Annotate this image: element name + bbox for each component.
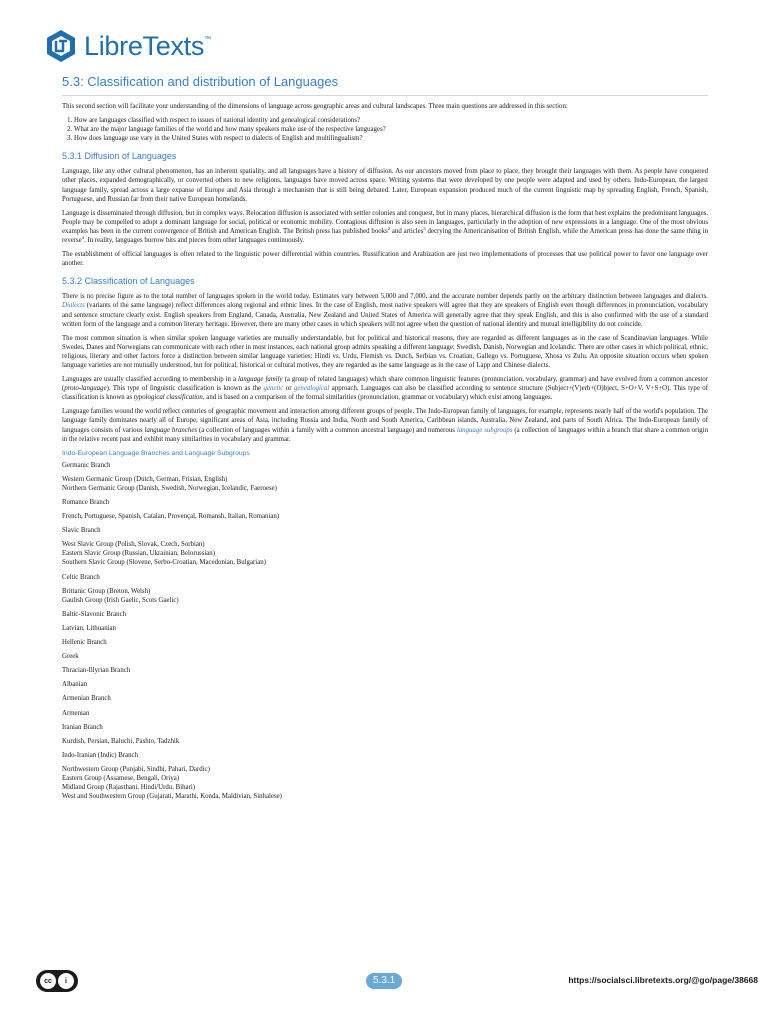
branch-name: Romance Branch	[62, 499, 110, 506]
page-content	[62, 74, 708, 806]
branch-groups	[62, 680, 708, 689]
language-group: West and Southwestern Group (Gujarati, Marathi, Konda, Maldivian, Sinhalese)	[62, 793, 282, 801]
paragraph-text: Languages are usually classified according to membership in a	[62, 376, 236, 384]
language-group: Latvian, Lithuanian	[62, 624, 116, 632]
paragraph: The establishment of official languages is often related to the linguistic power differential within countries. Russification and Arabization are just two implementations of processes that use political power to favor one language over another.	[62, 251, 708, 268]
paragraph-text: Language is disseminated through diffusion, but in complex ways. Relocation diffusion is associated with settler colonies and conquest, but in many places, hierarchical diffusion is the form that best explains the predominant languages. People may be compelled to adopt a dominant language for social, political or economic mobility. Contagious diffusion is also seen in languages, particularly in the adoption of new expressions in a language. One of the most obvious examples has been in the current convergence of British and American English. The British press has published books	[62, 209, 708, 235]
branch-name: Hellenic Branch	[62, 639, 107, 647]
paragraph-text: There is no precise figure as to the total number of languages spoken in the world today. Estimates vary between 5,000 and 7,000, and the accurate number depends partly on the arbitrary distinction between languages and dialects.	[62, 293, 708, 301]
paragraph: The most common situation is when similar spoken language varieties are mutually understandable, but for political and historical reasons, they are regarded as different languages as in the case of Scandinavian languages. While Swedes, Danes and Norwegians can communicate with each other in most instances, each national group admits speaking a different language: Swedish, Danish, Norwegian and Icelandic. There are other cases in which political, ethnic, religious, literary and other factors force a distinction between similar language varieties: Hindi vs. Urdu, Flemish vs. Dutch, Serbian vs. Croatian, Gallego vs. Portuguese, Xhosa vs Zulu. An opposite situation occurs when spoken language varieties are not mutually understood, but for political, historical or cultural motives, they are regarded as the same language as in the case of Lapp and Chinese dialects.	[62, 334, 708, 369]
language-group: West Slavic Group (Polish, Slovak, Czech, Sorbian)	[62, 541, 205, 549]
paragraph-text: , and is based on a comparison of the formal similarities (pronunciation, grammar or vocabulary) which exist among languages.	[202, 394, 553, 402]
emphasized-term: typological classification	[133, 394, 203, 402]
language-group: Albanian	[62, 681, 88, 689]
branch-groups	[62, 765, 708, 801]
libretexts-logo[interactable]	[44, 24, 211, 68]
question-list	[62, 116, 708, 143]
branch-name: Thracian-Illyrian Branch	[62, 667, 131, 675]
paragraph	[62, 209, 708, 245]
paragraph-text: (a collection of languages within a family with a common ancestral language) and numerous	[198, 426, 455, 434]
page-url-link[interactable]: https://socialsci.libretexts.org/@go/page/38668	[568, 975, 758, 985]
glossary-term[interactable]: genetic	[263, 385, 284, 393]
cc-license-badge[interactable]	[36, 970, 78, 992]
question-item: 3. How does language use vary in the United States with respect to dialects of English and multilingualism?	[74, 134, 708, 143]
branches-heading: Indo-European Language Branches and Language Subgroups	[62, 449, 250, 457]
branch-list	[62, 461, 708, 802]
language-group: Brittanic Group (Breton, Welsh)	[62, 587, 151, 595]
paragraph-text: or	[285, 385, 292, 393]
branch-groups	[62, 709, 708, 718]
section-heading-classification[interactable]: 5.3.2 Classification of Languages	[62, 276, 195, 287]
branch-name: Indo-Iranian (Indic) Branch	[62, 751, 139, 759]
language-group: Kurdish, Persian, Baluchi, Pashto, Tadzhik	[62, 737, 180, 745]
paragraph-text: decrying the Americanisation of British English, while the American press has done the same thing in reverse	[62, 227, 708, 245]
glossary-term[interactable]: Dialects	[62, 302, 85, 310]
branch-groups	[62, 737, 708, 746]
question-item: 2. What are the major language families of the world and how many speakers make use of the respective languages?	[74, 125, 708, 134]
emphasized-term: language family	[238, 376, 283, 384]
language-group: Western Germanic Group (Dutch, German, Frisian, English)	[62, 475, 228, 483]
libretexts-logo-icon	[44, 29, 78, 63]
intro-paragraph: This second section will facilitate your understanding of the dimensions of language across geographic areas and cultural landscapes. Three main questions are addressed in this section:	[62, 103, 568, 110]
paragraph-text: ). This type of linguistic classification is known as the	[106, 385, 262, 393]
paragraph-text: and articles	[390, 227, 424, 235]
emphasized-term: language branches	[144, 426, 198, 434]
paragraph-text: (a group of related languages) which share common linguistic features (pronunciation, vocabulary, grammar) and have evolved from a common ancestor (	[62, 376, 708, 393]
branch-groups	[62, 587, 708, 605]
paragraph-text: . In reality, languages borrow bits and pieces from other languages continuously.	[84, 237, 305, 245]
footnote-ref[interactable]: 4	[81, 235, 85, 241]
paragraph	[62, 375, 708, 402]
branch-name: Baltic-Slavonic Branch	[62, 610, 127, 618]
attribution-icon: i	[58, 973, 74, 989]
logo-trademark: ™	[204, 36, 212, 43]
branch-name: Germanic Branch	[62, 461, 111, 469]
branch-name: Celtic Branch	[62, 573, 100, 581]
logo-text: LibreTexts	[84, 30, 205, 61]
paragraph-text: approach. Languages can also be classified according to sentence structure (Subject+(V)erb+(O)bject, S+O+V, V+S+O). This type of classification is known as	[62, 385, 709, 402]
language-group: Southern Slavic Group (Slovene, Serbo-Croatian, Macedonian, Bulgarian)	[62, 559, 266, 567]
paragraph	[62, 292, 708, 328]
branch-groups	[62, 624, 708, 633]
language-group: Midland Group (Rajasthani, Hindi/Urdu, Bihari)	[62, 784, 196, 792]
branch-name: Armenian Branch	[62, 695, 111, 703]
creative-commons-icon: cc	[40, 973, 56, 989]
language-group: Greek	[62, 653, 79, 661]
page-number-badge: 5.3.1	[366, 973, 402, 989]
branch-groups	[62, 652, 708, 661]
paragraph: Language, like any other cultural phenomenon, has an inherent spatiality, and all languages have a history of diffusion. As our ancestors moved from place to place, they brought their languages with them. As people have conquered other places, expanded demographically, or converted others to new religions, languages have moved across space. Writing systems that were developed by one people were adapted and used by others. Indo-European, the largest language family, spread across a large expanse of Europe and Asia through a mechanism that is still being debated. Later, European expansion produced much of the current linguistic map by spreading English, French, Spanish, Portuguese, and Russian far from their native European homelands.	[62, 168, 708, 203]
footnote-ref[interactable]: 3	[423, 225, 426, 231]
section-heading-diffusion[interactable]: 5.3.1 Diffusion of Languages	[62, 151, 177, 162]
paragraph	[62, 407, 708, 443]
language-group: French, Portuguese, Spanish, Catalan, Provençal, Romansh, Italian, Romanian)	[62, 513, 280, 521]
paragraph-text: Language families wound the world reflect centuries of geographic movement and interaction among different groups of people. The Indo-European family of languages, for example, represents nearly half of the world's population. The language family dominates nearly all of Europe, significant areas of Asia, including Russia and India, North and South America, Caribbean islands, Australia, New Zealand, and parts of South Africa. The Indo-European family of languages consists of various	[62, 408, 708, 434]
emphasized-term: proto-language	[64, 385, 107, 393]
page-title: 5.3: Classification and distribution of Languages	[62, 74, 708, 96]
branch-groups	[62, 540, 708, 567]
language-group: Eastern Group (Assamese, Bengali, Oriya)	[62, 774, 180, 782]
footnote-ref[interactable]: 2	[387, 225, 391, 231]
page-footer	[0, 970, 768, 994]
paragraph-text: (variants of the same language) reflect differences along regional and ethnic lines. In the case of English, most native speakers will agree that they are speakers of English even though differences in pronunciation, vocabulary and sentence structure clearly exist. English speakers from England, Canada, Australia, New Zealand and United States of America will generally agree that they speak English, and this is also confirmed with the use of a standard written form of the language and a common literary heritage. However, there are many other cases in which speakers will not agree when the question of national identity and mutual intelligibility do not coincide.	[62, 302, 709, 328]
glossary-term[interactable]: genealogical	[293, 385, 330, 393]
question-item: 1. How are languages classified with respect to issues of national identity and genealogical considerations?	[74, 116, 708, 125]
language-group: Eastern Slavic Group (Russian, Ukrainian, Belorussian)	[62, 550, 216, 558]
branch-groups	[62, 512, 708, 521]
branch-name: Iranian Branch	[62, 723, 103, 731]
glossary-term[interactable]: language subgroups	[456, 426, 513, 434]
branch-groups	[62, 475, 708, 493]
language-group: Gaulish Group (Irish Gaelic, Scots Gaelic)	[62, 596, 179, 604]
language-group: Northwestern Group (Punjabi, Sindhi, Pahari, Dardic)	[62, 765, 210, 773]
language-group: Armenian	[62, 709, 90, 717]
language-group: Northern Germanic Group (Danish, Swedish, Norwegian, Icelandic, Faeroese)	[62, 484, 277, 492]
branch-name: Slavic Branch	[62, 527, 101, 535]
paragraph-text: (a collection of languages within a branch that share a common origin in the relative recent past and exhibit many similarities in vocabulary and grammar.	[62, 426, 708, 443]
